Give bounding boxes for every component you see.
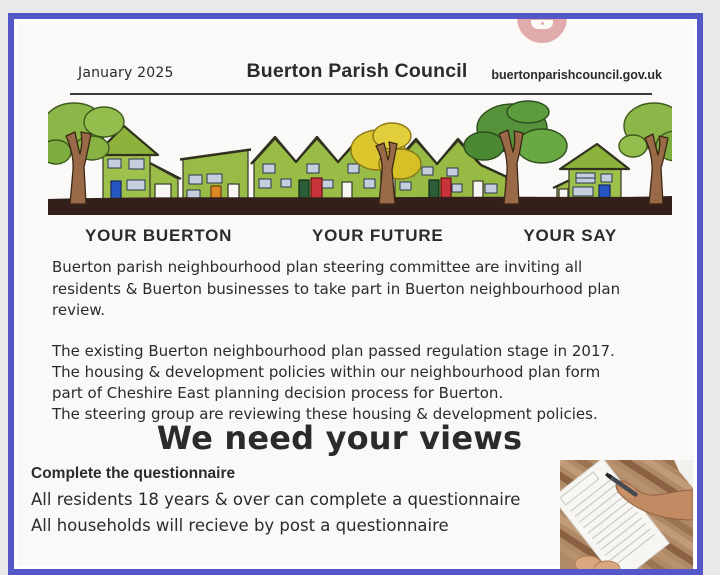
newsletter-page [8,13,703,575]
paragraph-line: residents & Buerton businesses to take part in Buerton neighbourhood plan [52,279,621,298]
paragraph-line: review. [52,301,105,319]
newsletter-content [17,22,694,569]
details-paragraph [52,341,615,425]
tagline-your-buerton: YOUR BUERTON [85,226,233,245]
website-url: buertonparishcouncil.gov.uk [491,68,662,82]
questionnaire-heading: Complete the questionnaire [31,465,236,482]
taglines-row [85,226,617,246]
partial-logo-dot [541,22,544,25]
questionnaire-line: All residents 18 years & over can complete a questionnaire [31,490,521,509]
paragraph-line: part of Cheshire East planning decision process for Buerton. [52,384,504,402]
views-heading: We need your views [156,419,523,457]
tagline-your-say: YOUR SAY [523,226,617,245]
header-divider [70,93,652,95]
writing-photo [560,460,693,572]
tree-right [619,103,672,204]
ground [48,196,672,215]
house-b [180,150,251,201]
paragraph-line: Buerton parish neighbourhood plan steering committee are inviting all [52,258,583,276]
paragraph-line: The steering group are reviewing these housing & development policies. [52,405,598,423]
questionnaire-line: All households will recieve by post a questionnaire [31,516,449,535]
street-illustration [48,100,672,215]
questionnaire-section [31,465,520,539]
paragraph-line: The housing & development policies within our neighbourhood plan form [52,363,601,381]
tagline-your-future: YOUR FUTURE [311,226,444,245]
intro-paragraph [52,257,620,322]
newsletter-title: Buerton Parish Council [246,60,468,82]
issue-date: January 2025 [78,65,174,81]
paragraph-line: The existing Buerton neighbourhood plan passed regulation stage in 2017. [52,342,615,360]
